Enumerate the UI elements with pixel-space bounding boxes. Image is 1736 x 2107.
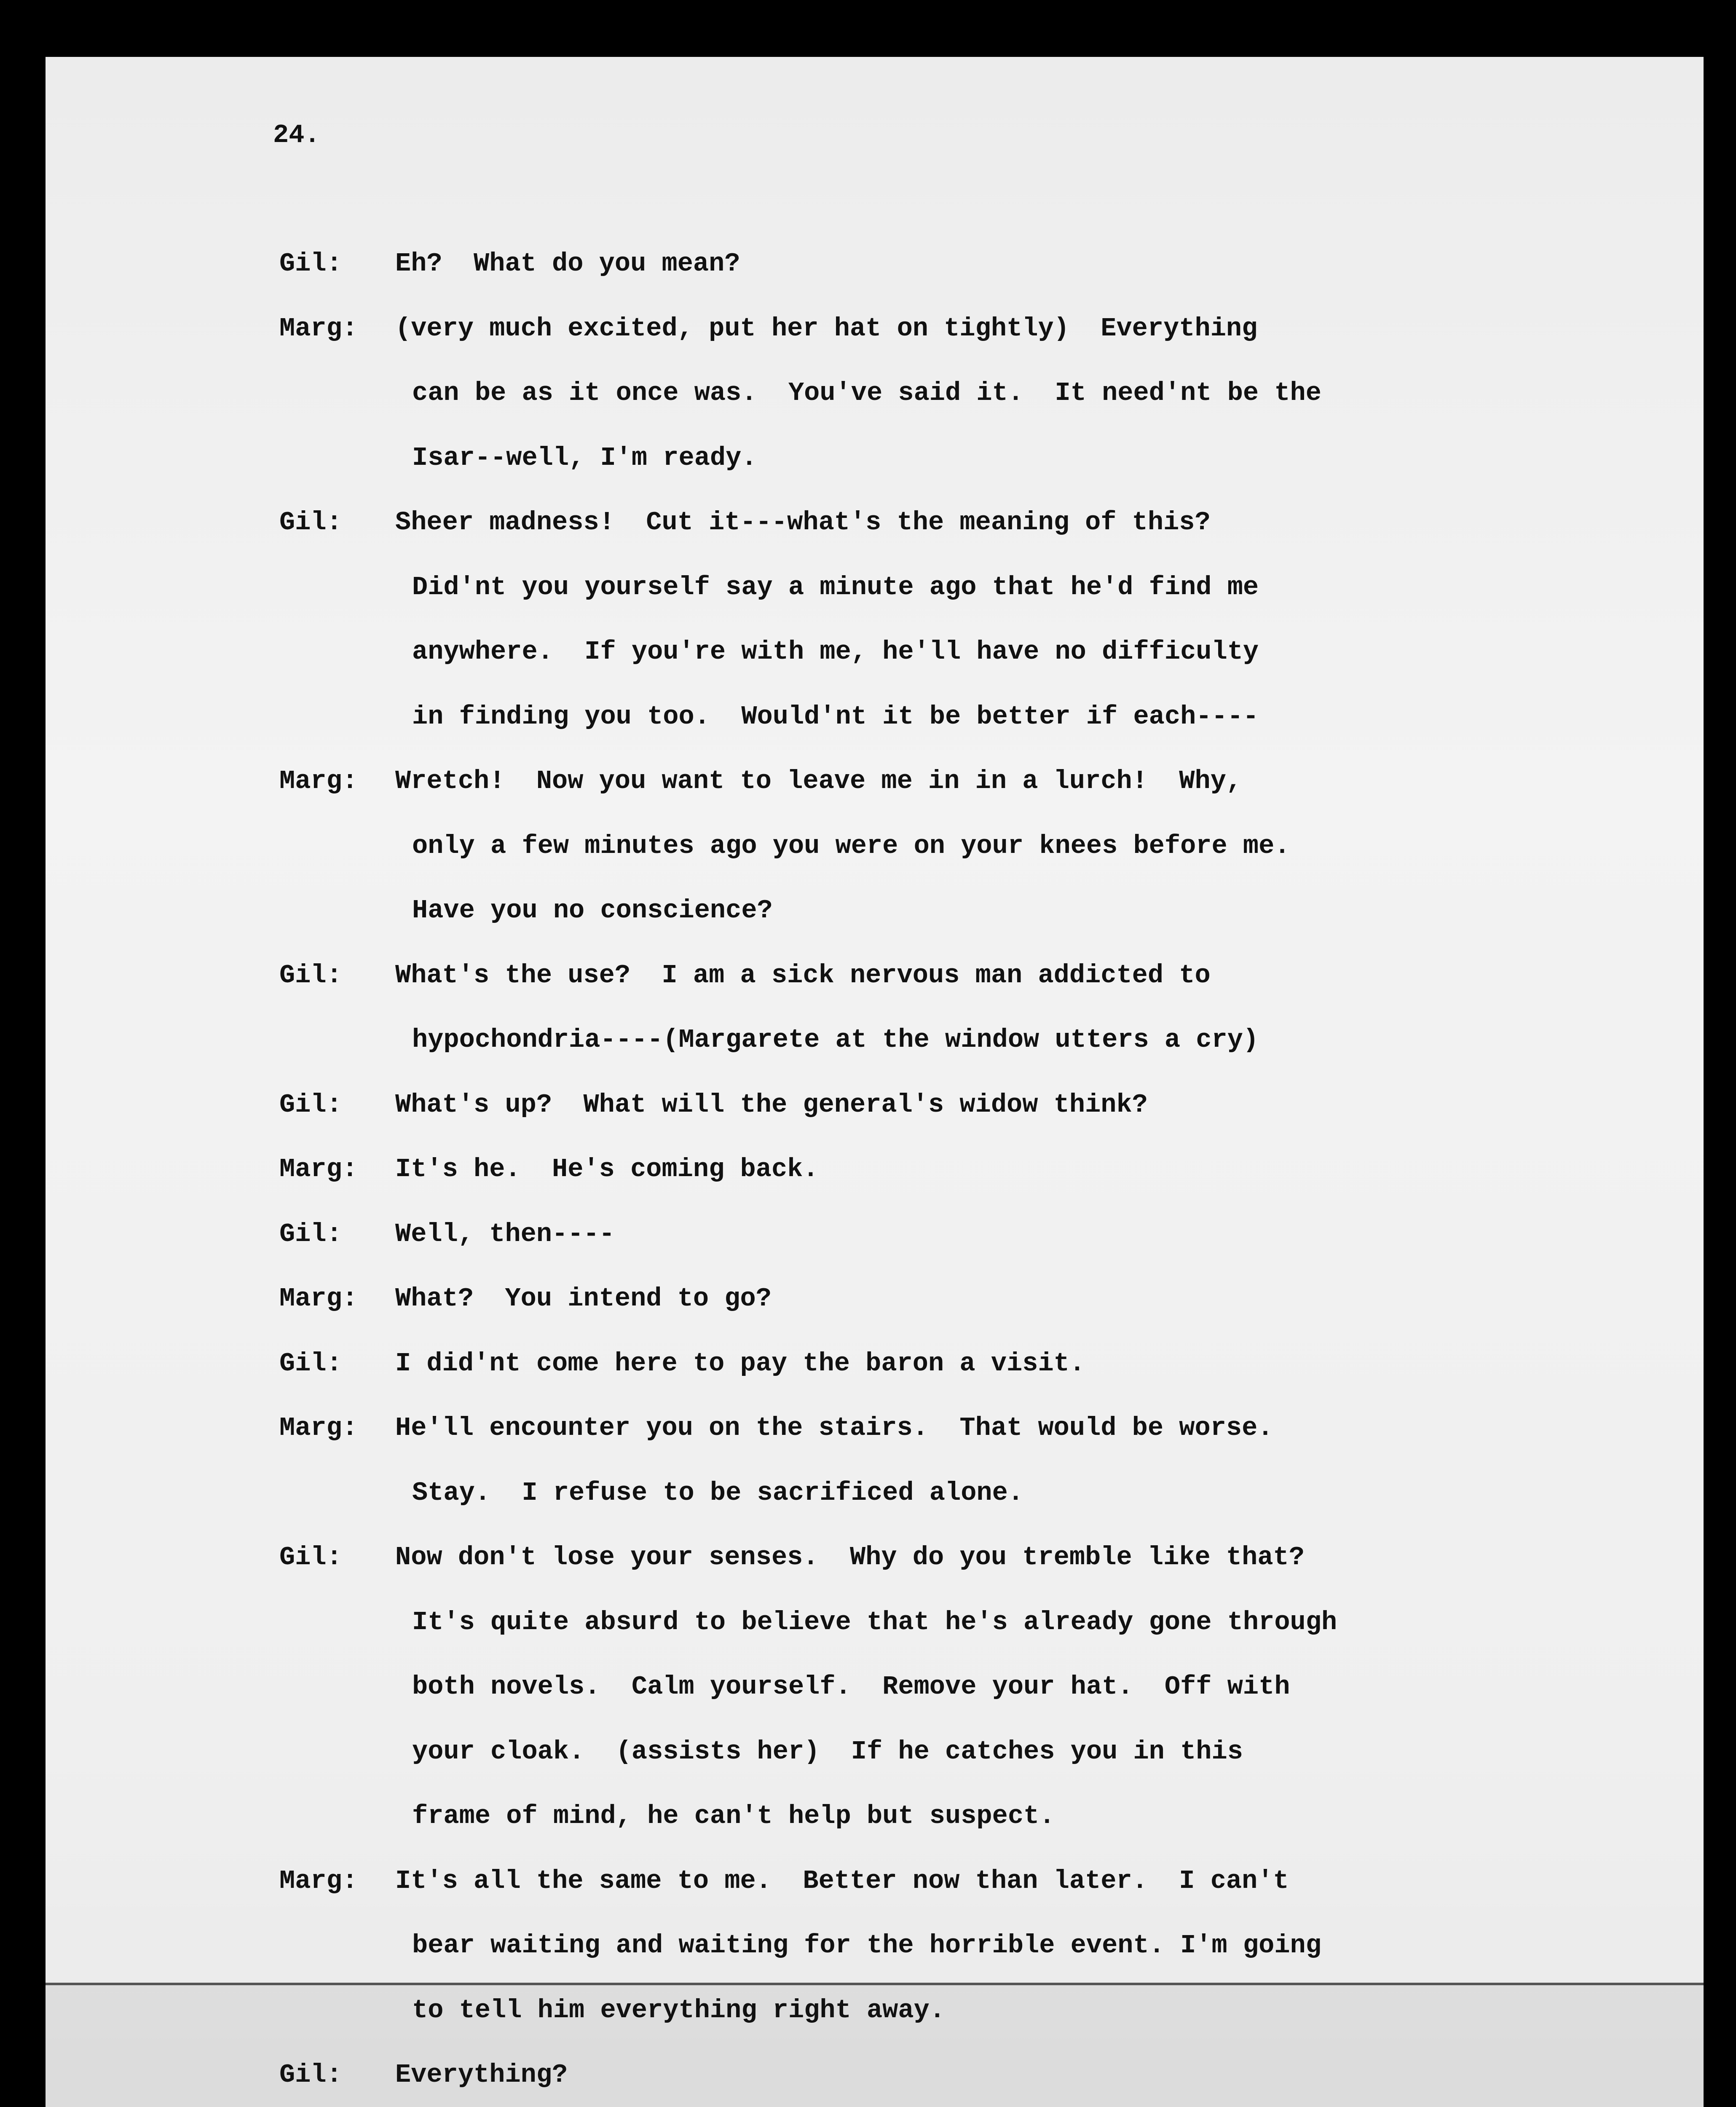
speaker-label: Marg: bbox=[279, 1284, 358, 1314]
dialogue-continuation: Isar--well, I'm ready. bbox=[412, 443, 757, 473]
speaker-label: Marg: bbox=[279, 1413, 358, 1443]
dialogue-continuation: bear waiting and waiting for the horrible event. I'm going bbox=[412, 1930, 1321, 1960]
speaker-label: Marg: bbox=[279, 314, 358, 343]
dialogue-line: He'll encounter you on the stairs. That would be worse. bbox=[395, 1413, 1273, 1443]
dialogue-line: It's all the same to me. Better now than later. I can't bbox=[395, 1866, 1289, 1896]
speaker-label: Gil: bbox=[279, 249, 342, 279]
dialogue-continuation: Did'nt you yourself say a minute ago that he'd find me bbox=[412, 572, 1259, 602]
dialogue-continuation: in finding you too. Would'nt it be better if each---- bbox=[412, 702, 1259, 732]
speaker-label: Gil: bbox=[279, 960, 342, 990]
document-page bbox=[46, 57, 1704, 2107]
dialogue-line: I did'nt come here to pay the baron a visit. bbox=[395, 1348, 1085, 1378]
dialogue-continuation: to tell him everything right away. bbox=[412, 1995, 946, 2025]
dialogue-continuation: hypochondria----(Margarete at the window utters a cry) bbox=[412, 1025, 1259, 1055]
dialogue-line: Well, then---- bbox=[395, 1219, 615, 1249]
dialogue-continuation: can be as it once was. You've said it. It need'nt be the bbox=[412, 378, 1321, 408]
speaker-label: Marg: bbox=[279, 1154, 358, 1184]
dialogue-continuation: It's quite absurd to believe that he's already gone through bbox=[412, 1607, 1337, 1637]
dialogue-line: Everything? bbox=[395, 2060, 568, 2090]
speaker-label: Gil: bbox=[279, 1219, 342, 1249]
speaker-label: Marg: bbox=[279, 1866, 358, 1896]
speaker-label: Gil: bbox=[279, 1090, 342, 1120]
dialogue-line: Eh? What do you mean? bbox=[395, 249, 740, 279]
speaker-label: Marg: bbox=[279, 766, 358, 796]
dialogue-continuation: your cloak. (assists her) If he catches you in this bbox=[412, 1737, 1243, 1767]
page-number: 24. bbox=[273, 120, 320, 150]
page-fold-line bbox=[46, 1983, 1704, 1985]
dialogue-line: Sheer madness! Cut it---what's the meaning of this? bbox=[395, 507, 1211, 537]
dialogue-line: (very much excited, put her hat on tightly) Everything bbox=[395, 314, 1258, 343]
speaker-label: Gil: bbox=[279, 1348, 342, 1378]
dialogue-continuation: only a few minutes ago you were on your knees before me. bbox=[412, 831, 1290, 861]
dialogue-continuation: anywhere. If you're with me, he'll have no difficulty bbox=[412, 637, 1259, 667]
dialogue-continuation: Have you no conscience? bbox=[412, 895, 773, 925]
dialogue-line: What? You intend to go? bbox=[395, 1284, 772, 1314]
dialogue-continuation: frame of mind, he can't help but suspect. bbox=[412, 1801, 1055, 1831]
dialogue-line: What's up? What will the general's widow think? bbox=[395, 1090, 1148, 1120]
dialogue-line: It's he. He's coming back. bbox=[395, 1154, 819, 1184]
dialogue-line: Wretch! Now you want to leave me in in a lurch! Why, bbox=[395, 766, 1242, 796]
dialogue-line: Now don't lose your senses. Why do you tremble like that? bbox=[395, 1542, 1305, 1572]
dialogue-line: What's the use? I am a sick nervous man addicted to bbox=[395, 960, 1211, 990]
speaker-label: Gil: bbox=[279, 1542, 342, 1572]
dialogue-continuation: Stay. I refuse to be sacrificed alone. bbox=[412, 1478, 1024, 1508]
speaker-label: Gil: bbox=[279, 507, 342, 537]
dialogue-continuation: both novels. Calm yourself. Remove your hat. Off with bbox=[412, 1672, 1290, 1702]
speaker-label: Gil: bbox=[279, 2060, 342, 2090]
